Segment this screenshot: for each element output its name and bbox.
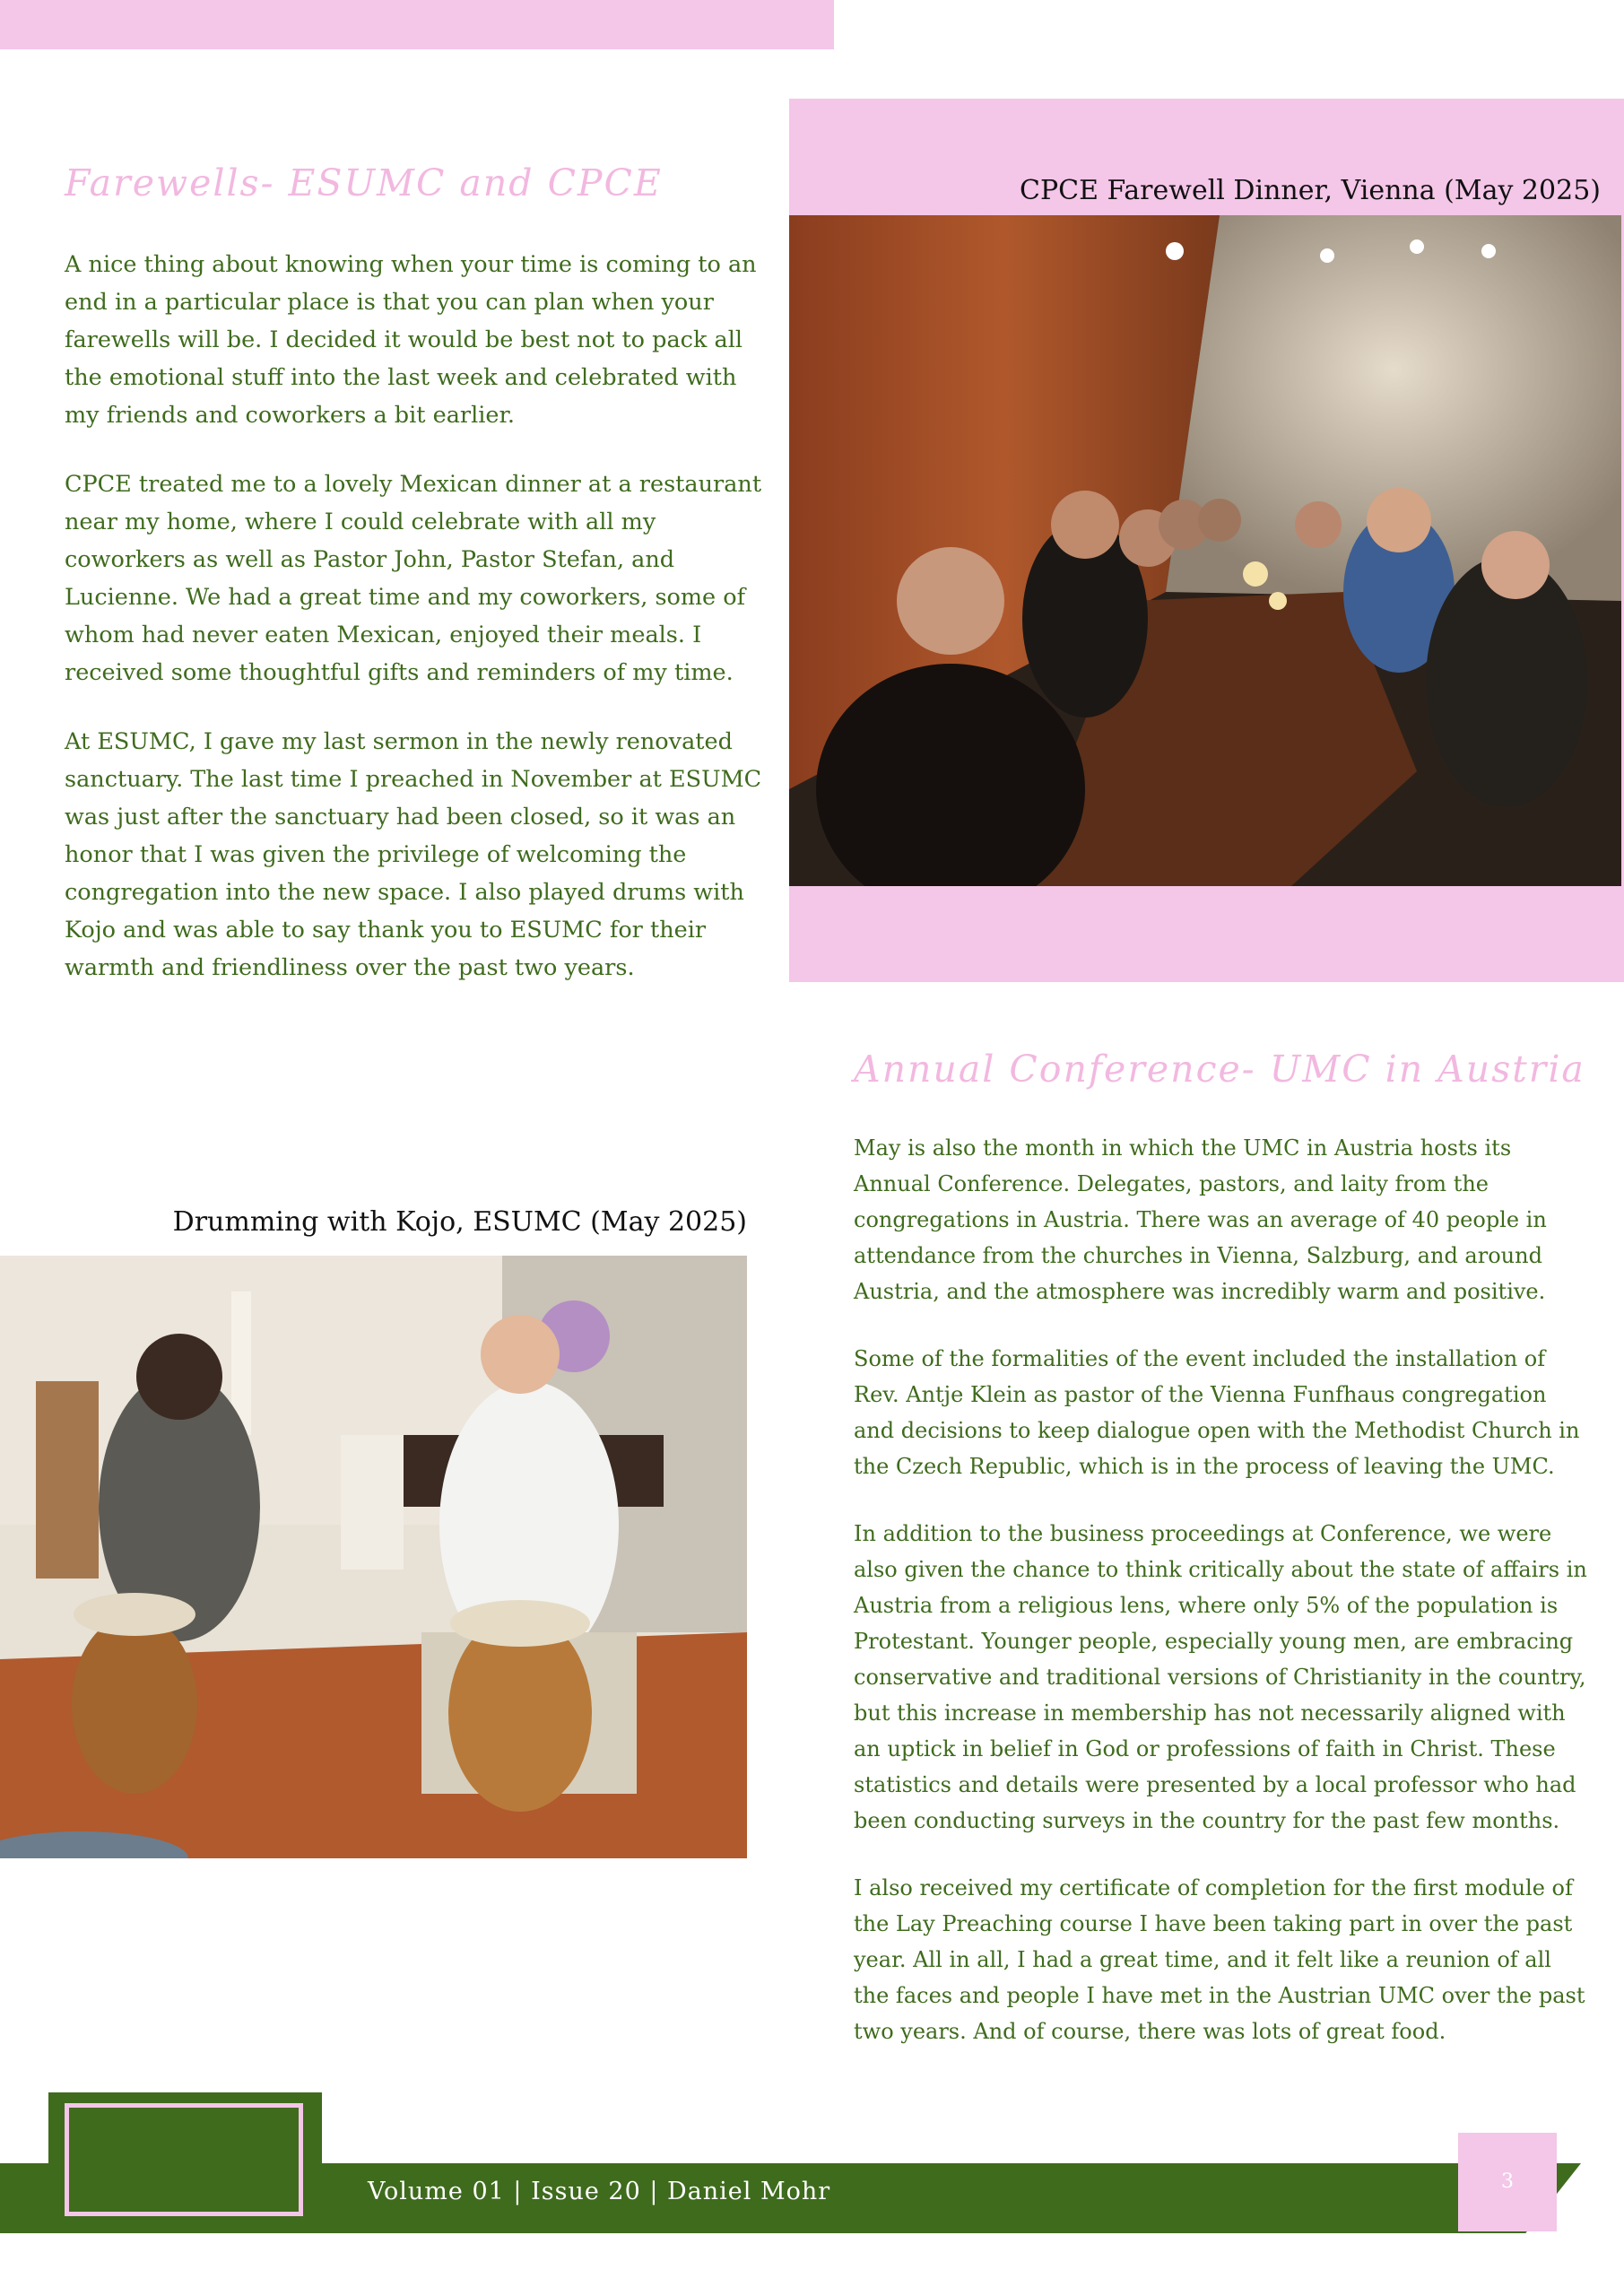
paragraph: A nice thing about knowing when your time is coming to an end in a particular place is that you can plan when your farewells will be. I decided it would be best not to pack all the emotional stuff into the last week and celebrated with my friends and coworkers a bit earlier. xyxy=(65,251,757,429)
paragraph: At ESUMC, I gave my last sermon in the newly renovated sanctuary. The last time I preached in November at ESUMC was just after the sanctuary had been closed, so it was an honor that I was given the privilege of welcoming the congregation into the new space. I also played drums with Kojo and was able to say thank you to ESUMC for their warmth and friendliness over the past two years. xyxy=(65,728,762,981)
paragraph: May is also the month in which the UMC in Austria hosts its Annual Conference. Delegates, pastors, and laity from the congregations in Austria. There was an average of 40 people in attendance from the churches in Vienna, Salzburg, and around Austria, and the atmosphere was incredibly warm and positive. xyxy=(854,1135,1547,1304)
page-number: 3 xyxy=(1501,2170,1514,2193)
paragraph: In addition to the business proceedings at Conference, we were also given the chance to think critically about the state of affairs in Austria from a religious lens, where only 5% of the population is Protestant. Younger people, especially young men, are embracing conservative and traditional versions of Christianity in the country, but this increase in membership has not necessarily aligned with an uptick in belief in God or professions of faith in Christ. These statistics and details were presented by a local professor who had been conducting surveys in the country for the past few months. xyxy=(854,1521,1587,1833)
top-accent-bar xyxy=(0,0,834,49)
paragraph: CPCE treated me to a lovely Mexican dinner at a restaurant near my home, where I could celebrate with all my coworkers as well as Pastor John, Pastor Stefan, and Lucienne. We had a great time and my coworkers, some of whom had never eaten Mexican, enjoyed their meals. I received some thoughtful gifts and reminders of my time. xyxy=(65,471,762,686)
section-heading-conference: Annual Conference- UMC in Austria xyxy=(854,1048,1585,1091)
footer-volume-issue-author: Volume 01 | Issue 20 | Daniel Mohr xyxy=(368,2178,831,2205)
footer-accent-frame xyxy=(65,2103,303,2216)
paragraph: I also received my certificate of completion for the first module of the Lay Preaching course I have been taking part in over the past year. All in all, I had a great time, and it felt like a reunion of all the faces and people I have met in the Austrian UMC over the past two years. And of course, there was lots of great food. xyxy=(854,1875,1585,2044)
photo-dinner xyxy=(789,215,1621,886)
photo-caption-drumming: Drumming with Kojo, ESUMC (May 2025) xyxy=(172,1206,747,1238)
section-heading-farewells: Farewells- ESUMC and CPCE xyxy=(65,161,663,204)
section-body-farewells xyxy=(65,246,764,1018)
photo-caption-dinner: CPCE Farewell Dinner, Vienna (May 2025) xyxy=(1019,175,1601,206)
section-body-conference xyxy=(854,1130,1589,2081)
paragraph: Some of the formalities of the event included the installation of Rev. Antje Klein as pastor of the Vienna Funfhaus congregation and decisions to keep dialogue open with the Methodist Church in the Czech Republic, which is in the process of leaving the UMC. xyxy=(854,1346,1580,1479)
photo-drumming xyxy=(0,1256,747,1858)
